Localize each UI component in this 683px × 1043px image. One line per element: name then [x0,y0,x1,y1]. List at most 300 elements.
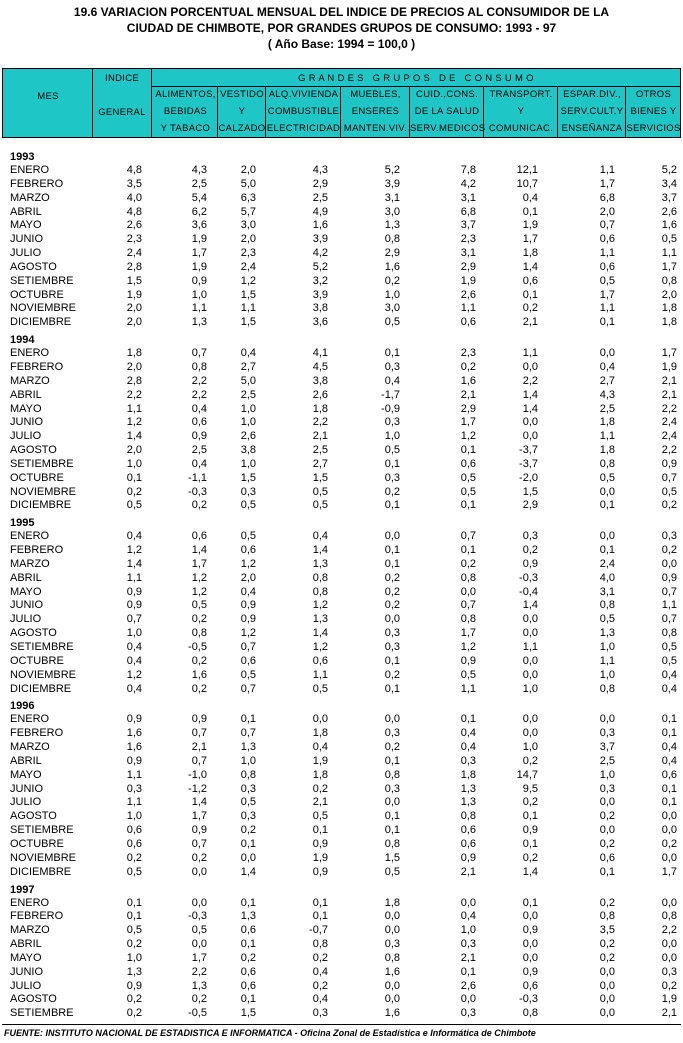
value-cell: 0,9 [522,824,538,837]
value-cell: 1,1 [599,247,615,260]
value-cell: 2,5 [191,177,207,190]
value-cell: 0,1 [240,837,256,850]
value-cell: 0,3 [460,1007,476,1020]
value-cell: 0,0 [384,993,400,1006]
value-cell: 0,7 [126,613,142,626]
value-cell: 0,6 [126,837,142,850]
table-row [0,755,683,769]
month-label: MARZO [10,557,50,570]
month-label: FEBRERO [10,910,64,923]
value-cell: 0,6 [191,530,207,543]
value-cell: 4,9 [312,205,328,218]
value-cell: 0,1 [599,499,615,512]
value-cell: 2,1 [460,951,476,964]
table-row [0,164,683,178]
value-cell: 0,8 [384,951,400,964]
value-cell: 0,5 [126,924,142,937]
value-cell: 0,0 [522,627,538,640]
value-cell: 0,5 [599,274,615,287]
value-cell: 4,0 [599,571,615,584]
table-row [0,924,683,938]
value-cell: 2,0 [126,444,142,457]
value-cell: 4,2 [312,247,328,260]
value-cell: 1,0 [599,641,615,653]
value-cell: 0,9 [191,274,207,287]
value-cell: 0,3 [240,810,256,823]
value-cell: 0,4 [191,402,207,415]
value-cell: 0,2 [384,585,400,598]
value-cell: 0,7 [191,347,207,360]
value-cell: 5,0 [240,177,256,190]
value-cell: 6,3 [240,191,256,204]
value-cell: 0,0 [312,713,328,726]
table-row [0,444,683,458]
value-cell: 0,4 [240,347,256,360]
value-cell: 1,1 [312,668,328,681]
value-cell: 0,9 [522,924,538,937]
value-cell: 0,1 [312,824,328,837]
table-row [0,599,683,613]
value-cell: 1,2 [312,641,328,653]
month-label: DICIEMBRE [10,316,72,329]
title-block [0,4,683,52]
value-cell: 1,8 [599,444,615,457]
header-group-col-7-line-2: SERV.CULT.Y [560,106,624,117]
value-cell: 1,9 [312,851,328,864]
table-row [0,769,683,783]
footer-divider [2,1024,681,1025]
value-cell: 1,9 [312,754,328,767]
value-cell: -0,3 [188,910,207,923]
table-row [0,783,683,797]
value-cell: 0,0 [460,993,476,1006]
value-cell: 0,6 [240,924,256,937]
value-cell: 0,2 [126,851,142,864]
year-heading: 1993 [10,151,35,163]
value-cell: 0,9 [312,865,328,878]
value-cell: 0,5 [384,865,400,878]
value-cell: 0,1 [126,910,142,923]
value-cell: 1,6 [191,668,207,681]
value-cell: 0,3 [384,627,400,640]
value-cell: 2,1 [460,388,476,401]
month-label: OCTUBRE [10,288,64,301]
table-row [0,852,683,866]
value-cell: 1,3 [240,910,256,923]
value-cell: 1,2 [240,627,256,640]
value-cell: 0,1 [384,654,400,667]
value-cell: 0,8 [384,837,400,850]
value-cell: 0,9 [191,430,207,443]
value-cell: 0,8 [661,274,677,287]
value-cell: 1,2 [240,557,256,570]
table-row [0,796,683,810]
value-cell: 5,2 [312,260,328,273]
value-cell: 12,1 [516,164,538,176]
value-cell: 0,6 [240,979,256,992]
value-cell: 0,9 [191,713,207,726]
value-cell: 6,8 [460,205,476,218]
month-label: JULIO [10,247,42,260]
value-cell: 1,9 [191,233,207,246]
value-cell: 2,1 [522,316,538,329]
header-grandes-grupos: G R A N D E S G R U P O S D E C O N S U M O [298,73,534,84]
value-cell: 0,0 [384,979,400,992]
value-cell: 1,8 [312,402,328,415]
value-cell: 0,8 [312,938,328,951]
value-cell: 2,9 [312,177,328,190]
month-label: ENERO [10,530,50,543]
value-cell: 0,1 [522,896,538,909]
value-cell: -0,3 [519,571,538,584]
value-cell: 1,3 [240,741,256,754]
value-cell: 0,6 [460,824,476,837]
value-cell: 0,0 [460,896,476,909]
value-cell: 0,1 [126,896,142,909]
value-cell: 2,0 [126,316,142,329]
value-cell: 1,0 [240,754,256,767]
value-cell: 0,1 [460,499,476,512]
value-cell: 0,1 [522,810,538,823]
table-row [0,192,683,206]
value-cell: 1,3 [312,557,328,570]
value-cell: 7,8 [460,164,476,176]
value-cell: 0,9 [240,613,256,626]
value-cell: 0,2 [240,951,256,964]
value-cell: 0,1 [599,865,615,878]
source-footer: FUENTE: INSTITUTO NACIONAL DE ESTADISTICA E INFORMATICA - Oficina Zonal de Estadística e Informática de Chimbote [4,1028,536,1038]
value-cell: 3,7 [460,219,476,232]
value-cell: 10,7 [516,177,538,190]
value-cell: 0,1 [312,896,328,909]
value-cell: 0,4 [312,741,328,754]
value-cell: 5,7 [240,205,256,218]
value-cell: 0,8 [661,910,677,923]
value-cell: 0,6 [460,837,476,850]
value-cell: 1,6 [460,374,476,387]
value-cell: 2,3 [460,233,476,246]
value-cell: 1,7 [661,260,677,273]
value-cell: 1,3 [384,219,400,232]
value-cell: 0,2 [191,654,207,667]
table-row [0,261,683,275]
value-cell: 0,1 [312,910,328,923]
month-label: JUNIO [10,782,43,795]
table-row [0,275,683,289]
page-title: 19.6 VARIACION PORCENTUAL MENSUAL DEL INDICE DE PRECIOS AL CONSUMIDOR DE LA [73,5,610,19]
month-label: DICIEMBRE [10,682,72,695]
value-cell: 3,1 [460,191,476,204]
value-cell: 1,1 [460,682,476,695]
value-cell: 0,1 [661,727,677,740]
value-cell: 0,1 [522,205,538,218]
value-cell: 1,0 [191,288,207,301]
value-cell: 3,9 [384,177,400,190]
value-cell: 2,1 [312,430,328,443]
table-row [0,247,683,261]
value-cell: 0,2 [460,557,476,570]
header-group-col-5-line-3: SERV.MEDICOS [410,123,486,134]
value-cell: 4,8 [126,205,142,218]
value-cell: 0,1 [384,347,400,360]
value-cell: 3,1 [599,585,615,598]
value-cell: 2,1 [460,865,476,878]
header-group-col-4-line-1: MUEBLES, [350,89,401,100]
value-cell: 0,7 [191,727,207,740]
value-cell: 0,8 [599,910,615,923]
value-cell: 2,6 [312,388,328,401]
value-cell: 0,5 [384,444,400,457]
value-cell: 0,9 [240,599,256,612]
value-cell: 0,0 [191,938,207,951]
month-label: JUNIO [10,965,43,978]
value-cell: 4,3 [191,164,207,176]
value-cell: -1,7 [381,388,400,401]
value-cell: -0,7 [309,924,328,937]
value-cell: 2,0 [240,233,256,246]
value-cell: 0,4 [312,530,328,543]
value-cell: 1,0 [126,810,142,823]
value-cell: 0,3 [312,1007,328,1020]
value-cell: 2,3 [460,347,476,360]
value-cell: 0,2 [661,544,677,557]
value-cell: 2,3 [126,233,142,246]
value-cell: 1,1 [126,768,142,781]
value-cell: 1,7 [191,810,207,823]
value-cell: 0,5 [312,499,328,512]
table-row [0,866,683,880]
value-cell: 0,8 [522,1007,538,1020]
value-cell: 0,0 [661,824,677,837]
value-cell: 1,7 [661,347,677,360]
value-cell: 0,0 [599,485,615,498]
value-cell: 3,5 [599,924,615,937]
value-cell: 0,0 [384,910,400,923]
value-cell: 0,2 [384,274,400,287]
header-group-col-8-line-3: SERVICIOS [626,123,681,134]
month-label: OCTUBRE [10,837,64,850]
value-cell: 0,6 [312,654,328,667]
value-cell: 2,1 [191,741,207,754]
value-cell: 0,4 [661,741,677,754]
value-cell: 3,1 [460,247,476,260]
month-label: MAYO [10,402,42,415]
value-cell: 0,3 [522,530,538,543]
year-heading: 1997 [10,883,35,896]
value-cell: 2,9 [460,402,476,415]
year-heading: 1995 [10,517,35,530]
table-row [0,361,683,375]
table-row [0,586,683,600]
value-cell: 0,0 [384,796,400,809]
value-cell: 0,0 [522,713,538,726]
value-cell: 0,0 [599,347,615,360]
month-label: AGOSTO [10,627,57,640]
value-cell: 1,7 [661,865,677,878]
table-row [0,980,683,994]
value-cell: 0,8 [384,233,400,246]
year-heading: 1996 [10,700,35,713]
value-cell: 0,3 [384,360,400,373]
base-year-note: ( Año Base: 1994 = 100,0 ) [267,37,416,51]
value-cell: 1,1 [599,164,615,176]
value-cell: 0,9 [126,979,142,992]
value-cell: 0,1 [240,993,256,1006]
value-cell: 1,4 [191,796,207,809]
table-row [0,669,683,683]
value-cell: 0,6 [240,654,256,667]
value-cell: 0,0 [599,965,615,978]
value-cell: 0,2 [599,951,615,964]
month-label: MARZO [10,374,50,387]
month-label: NOVIEMBRE [10,485,77,498]
value-cell: 0,3 [599,727,615,740]
table-row [0,458,683,472]
value-cell: 1,4 [191,544,207,557]
value-cell: 3,7 [599,741,615,754]
value-cell: 0,3 [384,641,400,653]
header-group-col-6-line-3: COMUNICAC. [488,123,554,134]
table-row [0,486,683,500]
value-cell: 0,0 [661,851,677,864]
value-cell: 6,8 [599,191,615,204]
value-cell: 0,7 [460,530,476,543]
month-label: SETIEMBRE [10,457,74,470]
value-cell: 0,9 [661,457,677,470]
value-cell: 0,9 [522,557,538,570]
value-cell: 3,8 [312,374,328,387]
value-cell: 14,7 [516,768,538,781]
value-cell: 1,7 [191,951,207,964]
value-cell: 1,5 [126,274,142,287]
value-cell: 4,3 [312,164,328,176]
value-cell: 1,8 [312,768,328,781]
month-label: SETIEMBRE [10,274,74,287]
header-group-col-8-line-1: OTROS [635,89,672,100]
value-cell: 1,4 [312,627,328,640]
value-cell: 1,4 [312,544,328,557]
value-cell: 0,0 [599,824,615,837]
value-cell: 0,0 [522,416,538,429]
value-cell: 0,2 [384,485,400,498]
value-cell: 1,5 [240,288,256,301]
value-cell: 0,4 [599,360,615,373]
value-cell: 1,0 [240,457,256,470]
value-cell: 0,2 [191,613,207,626]
header-group-col-3-line-3: ELECTRICIDAD [266,123,341,134]
value-cell: 0,1 [240,713,256,726]
value-cell: 1,4 [522,388,538,401]
value-cell: 2,2 [191,965,207,978]
value-cell: 0,7 [240,682,256,695]
value-cell: 0,3 [126,782,142,795]
value-cell: 0,3 [384,727,400,740]
value-cell: 1,7 [599,288,615,301]
month-label: ABRIL [10,205,42,218]
value-cell: 2,2 [661,444,677,457]
table-row [0,1007,683,1021]
value-cell: 1,1 [599,654,615,667]
table-row [0,289,683,303]
month-label: ABRIL [10,388,42,401]
value-cell: 0,4 [384,374,400,387]
value-cell: 1,1 [126,796,142,809]
value-cell: 0,6 [191,416,207,429]
value-cell: 0,3 [384,416,400,429]
table-row [0,810,683,824]
value-cell: 2,6 [240,430,256,443]
value-cell: 1,8 [126,347,142,360]
value-cell: 3,0 [240,219,256,232]
value-cell: 1,5 [240,316,256,329]
value-cell: 1,5 [240,1007,256,1020]
value-cell: 1,0 [522,741,538,754]
value-cell: 0,3 [240,485,256,498]
table-row [0,558,683,572]
value-cell: 2,4 [240,260,256,273]
value-cell: 0,5 [661,641,677,653]
value-cell: 3,0 [384,205,400,218]
table-row [0,824,683,838]
value-cell: 0,2 [126,993,142,1006]
value-cell: 0,7 [661,585,677,598]
value-cell: 0,2 [522,851,538,864]
table-row [0,430,683,444]
value-cell: 0,1 [384,682,400,695]
value-cell: 3,1 [384,191,400,204]
table-row [0,530,683,544]
value-cell: 2,5 [191,444,207,457]
value-cell: 0,2 [599,837,615,850]
month-label: MAYO [10,768,42,781]
month-label: AGOSTO [10,444,57,457]
value-cell: 1,4 [522,599,538,612]
value-cell: -0,5 [188,1007,207,1020]
table-row [0,627,683,641]
value-cell: 0,7 [240,727,256,740]
value-cell: 0,8 [191,627,207,640]
value-cell: 2,0 [599,205,615,218]
value-cell: 4,3 [599,388,615,401]
value-cell: 0,8 [312,585,328,598]
month-label: SETIEMBRE [10,824,74,837]
value-cell: 2,6 [460,979,476,992]
value-cell: -1,1 [188,471,207,484]
value-cell: 1,8 [661,316,677,329]
value-cell: 0,5 [191,924,207,937]
month-label: JULIO [10,430,42,443]
value-cell: 2,1 [661,374,677,387]
value-cell: 3,9 [312,288,328,301]
value-cell: 0,2 [661,499,677,512]
value-cell: 0,1 [384,457,400,470]
value-cell: 3,5 [126,177,142,190]
table-row [0,838,683,852]
value-cell: 4,1 [312,347,328,360]
value-cell: 0,9 [460,654,476,667]
value-cell: 1,5 [312,471,328,484]
value-cell: 0,0 [522,910,538,923]
value-cell: 1,2 [312,599,328,612]
value-cell: 1,1 [599,430,615,443]
value-cell: 0,2 [661,979,677,992]
value-cell: 0,0 [661,557,677,570]
value-cell: 2,6 [661,205,677,218]
value-cell: 1,8 [384,896,400,909]
value-cell: 0,2 [384,741,400,754]
value-cell: 2,7 [240,360,256,373]
month-label: JULIO [10,796,42,809]
